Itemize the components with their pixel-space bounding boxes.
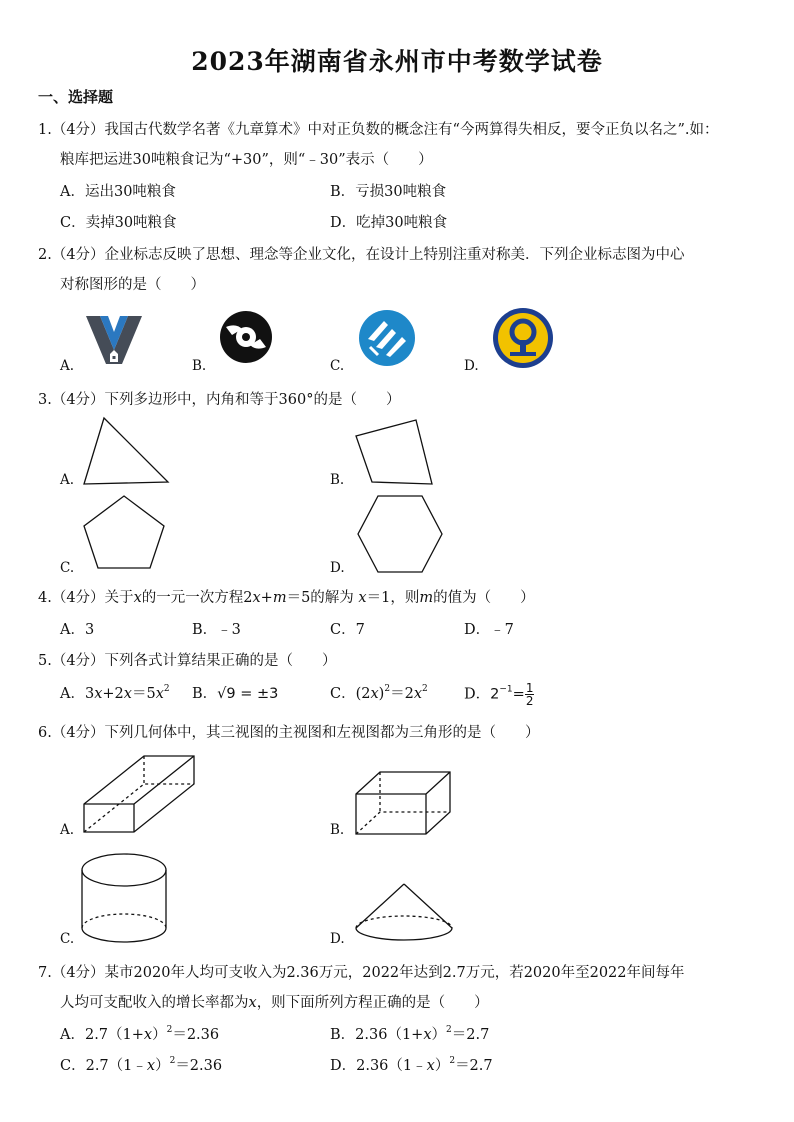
q6-label-c: C. (60, 931, 75, 947)
q7-stem-line1: 7.（4分）某市2020年人均可支收入为2.36万元，2022年达到2.7万元，若2020年至2022年间每年 (38, 965, 685, 981)
q2-label-d: D. (464, 358, 479, 374)
page-title: 2023年湖南省永州市中考数学试卷 (191, 47, 603, 76)
q2-stem-line1: 2.（4分）企业标志反映了思想、理念等企业文化，在设计上特别注重对称美．下列企业标志图为中心 (38, 247, 685, 263)
q4-option-b: B．﹣3 (192, 622, 241, 638)
q5-option-c: C．$(2x)^2=2x^2$ (330, 684, 428, 702)
q5-option-b: B．√9 = ±3 (192, 686, 279, 702)
q4-option-d: D．﹣7 (464, 622, 514, 638)
q5-stem: 5.（4分）下列各式计算结果正确的是（ ） (38, 653, 337, 669)
cylinder-shape (82, 854, 166, 942)
q6-stem: 6.（4分）下列几何体中，其三视图的主视图和左视图都为三角形的是（ ） (38, 725, 540, 741)
q7-option-a: A．$2.7(1+x)^2=2.36$ (60, 1025, 220, 1043)
q5-option-d: D．$2^{-1}=$ $\frac{1}{2}$ (464, 681, 534, 708)
q1-option-b: B．亏损30吨粮食 (330, 184, 447, 200)
q1-option-d: D．吃掉30吨粮食 (330, 215, 448, 231)
q6-label-a: A. (60, 822, 75, 838)
q7-option-c: C．2.7（1﹣x）$^2$＝2.36 (60, 1056, 223, 1074)
q1-option-c: C．卖掉30吨粮食 (60, 215, 177, 231)
q2-label-c: C. (330, 358, 345, 374)
q6-label-b: B. (330, 822, 345, 838)
q2-stem-line2: 对称图形的是（ ） (60, 277, 205, 293)
section-heading: 一、选择题 (38, 88, 114, 106)
q6-label-d: D. (330, 931, 345, 947)
q3-stem: 3.（4分）下列多边形中，内角和等于360°的是（ ） (38, 392, 401, 408)
q3-label-d: D. (330, 560, 345, 576)
q2-label-a: A. (60, 358, 75, 374)
cone-shape (356, 884, 452, 940)
q1-option-a: A．运出30吨粮食 (60, 184, 176, 200)
rectangular-prism-a (84, 756, 194, 832)
q3-label-c: C. (60, 560, 75, 576)
q3-label-b: B. (330, 472, 345, 488)
rectangular-prism-b (356, 772, 450, 834)
q4-stem: 4.（4分）关于x的一元一次方程2x+m＝5的解为 x＝1，则m的值为（ ） (38, 590, 535, 606)
q2-label-b: B. (192, 358, 207, 374)
q1-stem-line1: 1.（4分）我国古代数学名著《九章算术》中对正负数的概念注有“今两算得失相反，要令正负以名之”.如： (38, 122, 719, 138)
q7-option-b: B．$2.36(1+x)^2=2.7$ (330, 1025, 490, 1043)
q7-option-d: D．2.36（1﹣x）$^2$＝2.7 (330, 1056, 493, 1074)
q5-option-a: A．$3x+2x=5x^2$ (60, 684, 170, 702)
q4-option-a: A．3 (60, 622, 95, 638)
q7-stem-line2: 人均可支配收入的增长率都为x，则下面所列方程正确的是（ ） (60, 995, 489, 1011)
q1-stem-line2: 粮库把运进30吨粮食记为“+30”，则“﹣30”表示（ ） (60, 152, 433, 168)
q4-option-c: C．7 (330, 622, 365, 638)
q3-label-a: A. (60, 472, 75, 488)
